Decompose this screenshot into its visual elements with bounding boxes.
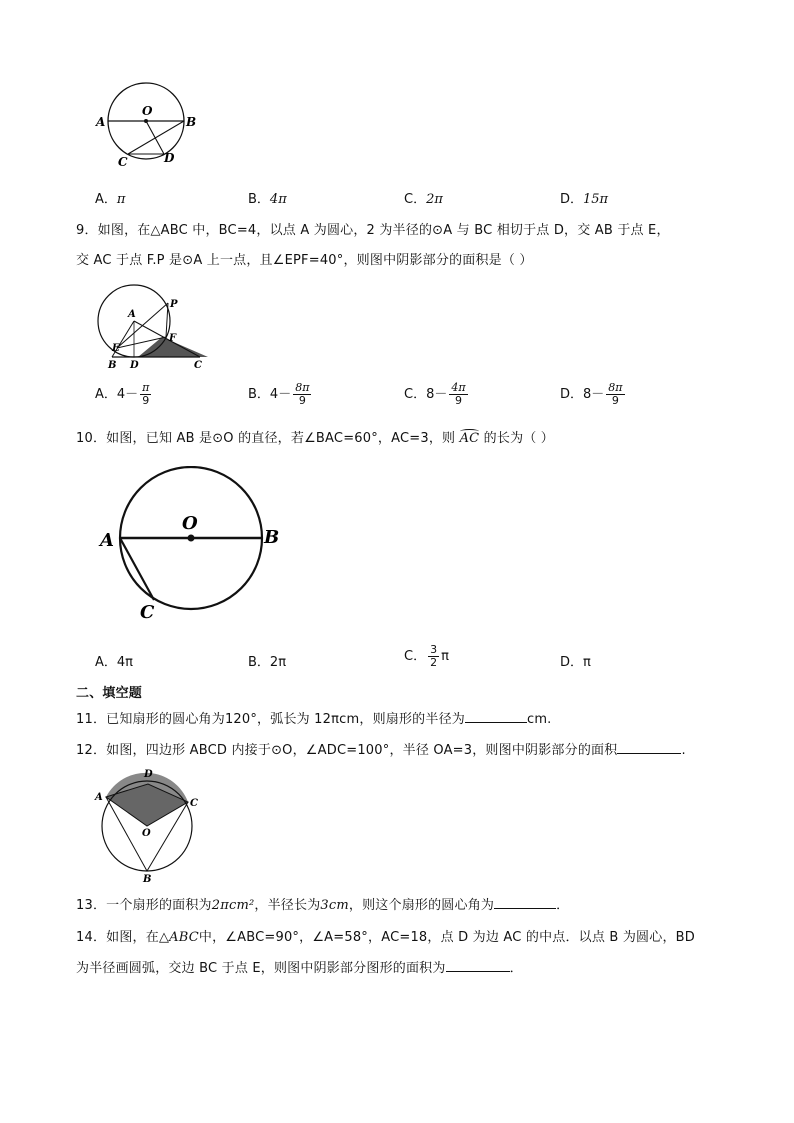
q9-option-c: C．8－ $\frac{4\pi}{9}$ — [404, 381, 466, 407]
q13-text: 13．一个扇形的面积为2πcm²，半径长为3cm，则这个扇形的圆心角为 ． — [76, 898, 570, 913]
q11-answer-blank[interactable] — [465, 710, 527, 723]
q10-option-b: B．2π — [248, 655, 287, 670]
fig12-label-d: D — [144, 769, 153, 780]
q10-arc-ac: AC — [459, 431, 480, 446]
q14-text-line1: 14．如图，在△ABC中，∠ABC=90°，∠A=58°，AC=18，点 D 为边 AC 的中点．以点 B 为圆心，BD — [76, 930, 695, 945]
fig10-label-o: O — [182, 513, 198, 534]
q14-text-line2: 为半径画圆弧，交边 BC 于点 E，则图中阴影部分图形的面积为 ． — [76, 961, 523, 976]
fig8-label-o: O — [142, 104, 153, 118]
fig9-label-c: C — [194, 360, 202, 371]
fig12-label-b: B — [143, 874, 152, 884]
q8-option-d: D．15π — [560, 192, 609, 207]
q14-answer-blank[interactable] — [446, 959, 510, 972]
q8-option-b: B．4π — [248, 192, 287, 207]
fig9-label-p: P — [170, 299, 178, 310]
fig8-label-b: B — [186, 115, 197, 129]
q9-option-a: A．4－ $\frac{\pi}{9}$ — [95, 381, 150, 407]
fig8-label-c: C — [118, 155, 128, 169]
fig12-label-a: A — [95, 792, 103, 803]
fig8-label-d: D — [164, 151, 175, 165]
figure-q8 — [92, 80, 202, 172]
q10-text: 10．如图，已知 AB 是⊙O 的直径，若∠BAC=60°，AC=3，则 AC 的长为（ ） — [76, 431, 555, 446]
q9-option-b: B．4－ $\frac{8\pi}{9}$ — [248, 381, 310, 407]
q9-text-line1: 9．如图，在△ABC 中，BC=4，以点 A 为圆心，2 为半径的⊙A 与 BC 相切于点 D，交 AB 于点 E， — [76, 223, 670, 238]
fig10-label-a: A — [100, 530, 114, 551]
section-heading: 二、填空题 — [76, 686, 143, 701]
fig9-label-b: B — [108, 360, 117, 371]
q8-option-c: C．2π — [404, 192, 443, 207]
fig9-label-e: E — [112, 343, 120, 354]
q10-option-c: C． $\frac{3}{2}$ π — [404, 643, 449, 669]
q10-option-a: A．4π — [95, 655, 133, 670]
fig10-label-c: C — [140, 602, 155, 623]
fig9-label-d: D — [130, 360, 139, 371]
q9-option-d: D．8－ $\frac{8\pi}{9}$ — [560, 381, 623, 407]
fig12-label-c: C — [190, 798, 198, 809]
fig10-label-b: B — [264, 527, 280, 548]
fig8-label-a: A — [96, 115, 106, 129]
q12-text: 12．如图，四边形 ABCD 内接于⊙O，∠ADC=100°，半径 OA=3，则图中阴影部分的面积 . — [76, 743, 686, 758]
q12-answer-blank[interactable] — [617, 741, 681, 754]
figure-q12 — [92, 764, 202, 884]
figure-q9 — [90, 275, 210, 375]
q9-text-line2: 交 AC 于点 F.P 是⊙A 上一点，且∠EPF=40°，则图中阴影部分的面积是（ ） — [76, 253, 533, 268]
fig9-label-a: A — [128, 309, 136, 320]
q8-option-a: A．π — [95, 192, 126, 207]
fig9-label-f: F — [169, 333, 177, 344]
fig12-label-o: O — [142, 828, 151, 839]
q13-answer-blank[interactable] — [494, 896, 556, 909]
q11-text: 11．已知扇形的圆心角为120°，弧长为 12πcm，则扇形的半径为 cm. — [76, 712, 552, 727]
q10-option-d: D．π — [560, 655, 591, 670]
figure-q10 — [96, 466, 296, 626]
